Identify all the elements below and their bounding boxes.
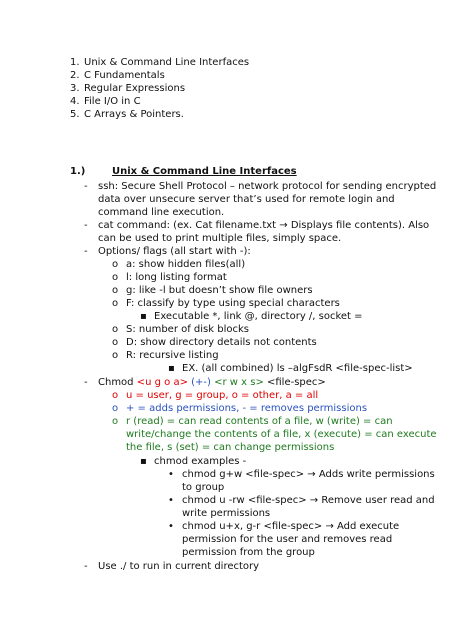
options-heading: Options/ flags (all start with -): bbox=[98, 246, 251, 257]
circle-bullet: o bbox=[112, 324, 119, 335]
example-1-line-2: to group bbox=[182, 482, 225, 493]
option-F-detail: Executable *, link @, directory /, socket = bbox=[154, 311, 363, 322]
option-S: S: number of disk blocks bbox=[126, 324, 249, 335]
toc-num-4: 4. bbox=[70, 96, 80, 107]
ssh-line-1: ssh: Secure Shell Protocol – network protocol for sending encrypted bbox=[98, 181, 437, 192]
permission-line-1: r (read) = can read contents of a file, w (write) = can bbox=[126, 416, 393, 427]
dash-bullet: - bbox=[84, 377, 88, 388]
toc-item-3: Regular Expressions bbox=[84, 83, 186, 94]
section-number: 1.) bbox=[70, 166, 86, 177]
dash-bullet: - bbox=[84, 246, 88, 257]
option-a: a: show hidden files(all) bbox=[126, 259, 246, 270]
chmod-cmd: Chmod bbox=[98, 377, 137, 388]
circle-bullet: o bbox=[112, 390, 119, 401]
permission-line-3: the file, s (set) = can change permissions bbox=[126, 442, 335, 453]
permission-line-2: write/change the contents of a file, x (execute) = can execute bbox=[126, 429, 437, 440]
round-bullet: • bbox=[168, 469, 174, 480]
example-2-line-2: write permissions bbox=[182, 508, 271, 519]
circle-bullet: o bbox=[112, 337, 119, 348]
cat-line-2: can be used to print multiple files, simply space. bbox=[98, 233, 342, 244]
option-D: D: show directory details not contents bbox=[126, 337, 317, 348]
toc-num-5: 5. bbox=[70, 109, 80, 120]
example-3-line-3: permission from the group bbox=[182, 547, 315, 558]
round-bullet: • bbox=[168, 495, 174, 506]
chmod-filespec: <file-spec> bbox=[263, 377, 326, 388]
chmod-examples-heading: chmod examples - bbox=[154, 456, 247, 467]
circle-bullet: o bbox=[112, 416, 119, 427]
toc-num-2: 2. bbox=[70, 70, 80, 81]
toc-item-4: File I/O in C bbox=[84, 96, 141, 107]
chmod-syntax bbox=[98, 376, 326, 389]
square-bullet: ▪ bbox=[168, 363, 175, 374]
example-1-line-1: chmod g+w <file-spec> → Adds write permissions bbox=[182, 469, 435, 480]
circle-bullet: o bbox=[112, 298, 119, 309]
option-R: R: recursive listing bbox=[126, 350, 219, 361]
run-note: Use ./ to run in current directory bbox=[98, 561, 260, 572]
example-3-line-1: chmod u+x, g-r <file-spec> → Add execute bbox=[182, 521, 400, 532]
section-title: Unix & Command Line Interfaces bbox=[112, 166, 297, 177]
chmod-perm: <r w x s> bbox=[214, 377, 264, 388]
dash-bullet: - bbox=[84, 220, 88, 231]
toc-item-5: C Arrays & Pointers. bbox=[84, 109, 184, 120]
square-bullet: ▪ bbox=[140, 456, 147, 467]
ssh-line-2: data over unsecure server that’s used for remote login and bbox=[98, 194, 395, 205]
cat-line-1: cat command: (ex. Cat filename.txt → Displays file contents). Also bbox=[98, 220, 430, 231]
circle-bullet: o bbox=[112, 403, 119, 414]
option-R-example: EX. (all combined) ls –algFsdR <file-spec-list> bbox=[182, 363, 413, 374]
option-g: g: like -l but doesn’t show file owners bbox=[126, 285, 313, 296]
toc-num-3: 3. bbox=[70, 83, 80, 94]
square-bullet: ▪ bbox=[140, 311, 147, 322]
example-2-line-1: chmod u -rw <file-spec> → Remove user read and bbox=[182, 495, 435, 506]
circle-bullet: o bbox=[112, 272, 119, 283]
ugo-explanation: u = user, g = group, o = other, a = all bbox=[126, 390, 319, 401]
toc-item-2: C Fundamentals bbox=[84, 70, 165, 81]
operator-explanation: + = adds permissions, - = removes permissions bbox=[126, 403, 368, 414]
round-bullet: • bbox=[168, 521, 174, 532]
dash-bullet: - bbox=[84, 181, 88, 192]
example-3-line-2: permission for the user and removes read bbox=[182, 534, 393, 545]
option-F: F: classify by type using special characters bbox=[126, 298, 340, 309]
option-l: l: long listing format bbox=[126, 272, 227, 283]
circle-bullet: o bbox=[112, 285, 119, 296]
circle-bullet: o bbox=[112, 350, 119, 361]
toc-item-1: Unix & Command Line Interfaces bbox=[84, 57, 250, 68]
circle-bullet: o bbox=[112, 259, 119, 270]
dash-bullet: - bbox=[84, 561, 88, 572]
toc-num-1: 1. bbox=[70, 57, 80, 68]
ssh-line-3: command line execution. bbox=[98, 207, 225, 218]
chmod-who: <u g o a> bbox=[136, 377, 188, 388]
chmod-op: (+-) bbox=[187, 377, 215, 388]
